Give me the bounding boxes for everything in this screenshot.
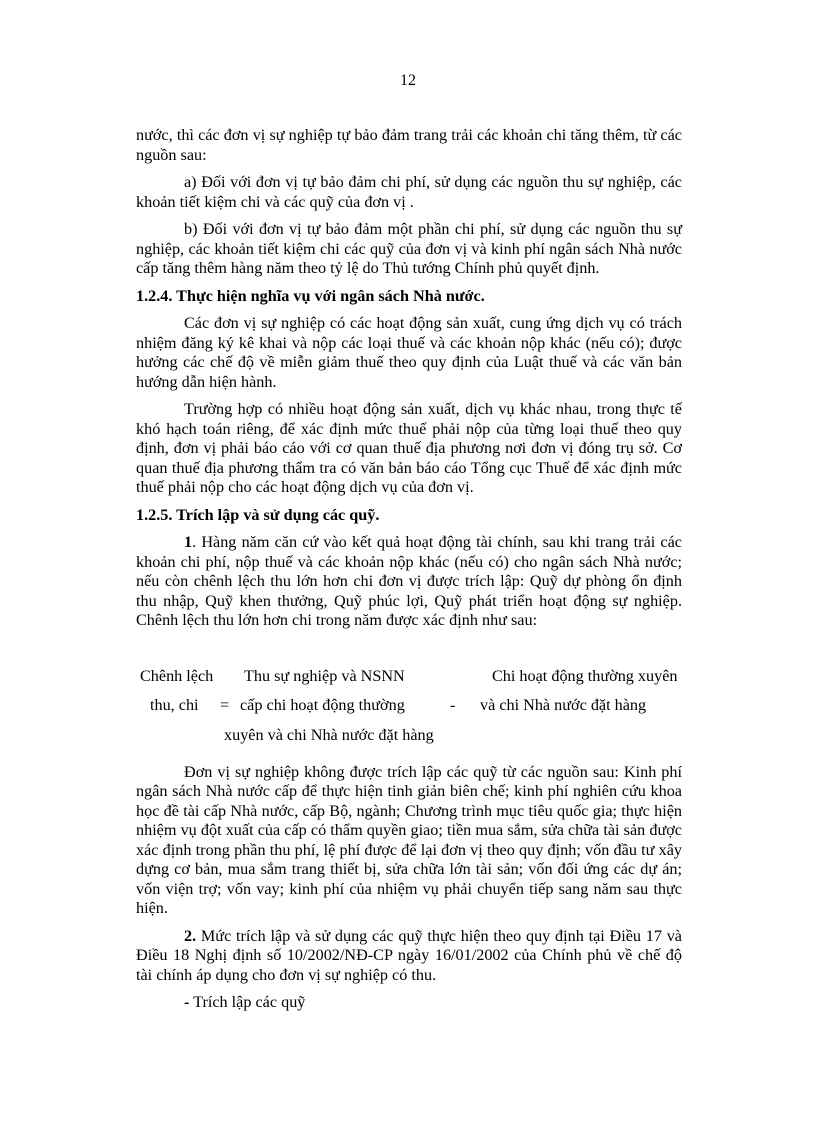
item-2-number: 2. [184, 926, 197, 945]
paragraph-1-2-4-first: Các đơn vị sự nghiệp có các hoạt động sản xuất, cung ứng dịch vụ có trách nhiệm đăng ký kê khai và nộp các loại thuế và các khoản nộp khác (nếu có); được hưởng các chế độ về miễn giảm thuế theo quy định của Luật thuế và các văn bản hướng dẫn hiện hành. [136, 314, 682, 391]
dash-item-fund-allocation [136, 993, 682, 1013]
paragraph-a: a) Đối với đơn vị tự bảo đảm chi phí, sử dụng các nguồn thu sự nghiệp, các khoản tiết kiệm chi và các quỹ của đơn vị . [136, 173, 682, 211]
dash-item-text: Trích lập các quỹ [189, 993, 306, 1011]
formula-minus-sign: - [450, 695, 456, 714]
paragraph-not-allowed-sources: Đơn vị sự nghiệp không được trích lập các quỹ từ các nguồn sau: Kinh phí ngân sách Nhà nước cấp để thực hiện tinh giản biên chế; kinh phí nghiên cứu khoa học đề tài cấp Nhà nước, cấp Bộ, ngành; Chương trình mục tiêu quốc gia; thực hiện nhiệm vụ đột xuất của cấp có thẩm quyền giao; tiền mua sắm, sửa chữa tài sản được xác định trong phần thu phí, lệ phí được để lại đơn vị theo quy định; vốn đầu tư xây dựng cơ bản, mua sắm trang thiết bị, sửa chữa lớn tài sản; vốn đối ứng các dự án; vốn viện trợ; vốn vay; kinh phí của nhiệm vụ phải chuyển tiếp sang năm sau thực hiện. [136, 762, 682, 917]
item-1-number: 1 [184, 533, 193, 551]
formula-lhs-line1: Chênh lệch [140, 666, 214, 685]
paragraph-1-2-4-second: Trường hợp có nhiều hoạt động sản xuất, dịch vụ khác nhau, trong thực tế khó hạch toán riêng, để xác định mức thuế phải nộp của từng loại thuế theo quy định, đơn vị phải báo cáo với cơ quan thuế địa phương nơi đơn vị đóng trụ sở. Cơ quan thuế địa phương thẩm tra có văn bản báo cáo Tổng cục Thuế để xác định mức thuế phải nộp cho các hoạt động dịch vụ của đơn vị. [136, 400, 682, 496]
document-body [136, 126, 682, 1021]
page-number: 12 [400, 72, 416, 89]
paragraph-intro: nước, thì các đơn vị sự nghiệp tự bảo đảm trang trải các khoản chi tăng thêm, từ các nguồn sau: [136, 126, 682, 164]
formula-mid-line3: xuyên và chi Nhà nước đặt hàng [224, 725, 434, 744]
item-2-paragraph [136, 927, 682, 986]
formula-right-line2: và chi Nhà nước đặt hàng [480, 695, 647, 714]
heading-1-2-5: 1.2.5. Trích lập và sử dụng các quỹ. [136, 505, 380, 524]
item-1-paragraph [136, 533, 682, 631]
item-2-text: Mức trích lập và sử dụng các quỹ thực hiện theo quy định tại Điều 17 và Điều 18 Nghị định số 10/2002/NĐ-CP ngày 16/01/2002 của Chính phủ về chế độ tài chính áp dụng cho đơn vị sự nghiệp có thu. [136, 926, 682, 984]
dash-marker: - [184, 993, 190, 1011]
formula-lhs-line2: thu, chi [150, 695, 199, 714]
formula-mid-line2: cấp chi hoạt động thường [240, 695, 405, 714]
paragraph-b: b) Đối với đơn vị tự bảo đảm một phần chi phí, sử dụng các nguồn thu sự nghiệp, các khoản tiết kiệm chi các quỹ của đơn vị và kinh phí ngân sách Nhà nước cấp tăng thêm hàng năm theo tỷ lệ do Thủ tướng Chính phủ quyết định. [136, 220, 682, 277]
surplus-formula [136, 643, 682, 755]
heading-1-2-4: 1.2.4. Thực hiện nghĩa vụ với ngân sách Nhà nước. [136, 286, 485, 305]
formula-right-line1: Chi hoạt động thường xuyên [492, 666, 678, 685]
formula-equals-sign: = [220, 695, 230, 714]
formula-mid-line1: Thu sự nghiệp và NSNN [244, 666, 405, 685]
item-1-text: . Hàng năm căn cứ vào kết quả hoạt động tài chính, sau khi trang trải các khoản chi phí, nộp thuế và các khoản nộp khác (nếu có) cho ngân sách Nhà nước; nếu còn chênh lệch thu lớn hơn chi đơn vị được trích lập: Quỹ dự phòng ổn định thu nhập, Quỹ khen thưởng, Quỹ phúc lợi, Quỹ phát triển hoạt động sự nghiệp. Chênh lệch thu lớn hơn chi trong năm được xác định như sau: [136, 533, 682, 629]
